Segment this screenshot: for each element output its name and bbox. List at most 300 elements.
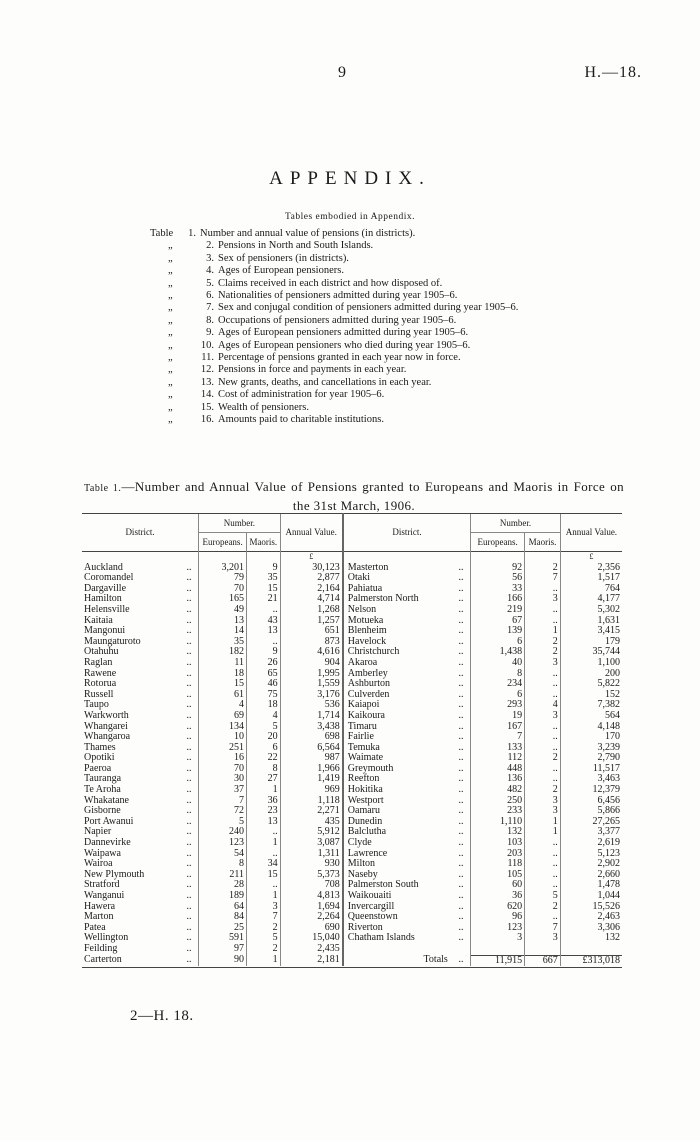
leader-dots: .. [458, 572, 464, 584]
annual-value: 30,123 [280, 563, 343, 574]
europeans-count: 97 [199, 944, 247, 955]
maoris-count: .. [525, 690, 561, 701]
district-name: Christchurch [347, 646, 400, 658]
toc-item [150, 389, 518, 401]
europeans-count: 165 [199, 594, 247, 605]
leader-dots: .. [458, 762, 464, 774]
district-name: New Plymouth [84, 868, 145, 880]
district-name: Timaru [347, 720, 377, 732]
table-1-caption [84, 478, 624, 514]
leader-dots: .. [186, 815, 192, 827]
district-name: Palmerston North [347, 593, 419, 605]
europeans-count: 5 [199, 817, 247, 828]
annual-value: 930 [280, 859, 343, 870]
leader-dots: .. [458, 847, 464, 859]
annual-value: 1,268 [280, 605, 343, 616]
annual-value: 435 [280, 817, 343, 828]
maoris-count: .. [525, 912, 561, 923]
totals-annual-value: £313,018 [560, 955, 622, 966]
maoris-count: .. [247, 880, 281, 891]
table-1-caption-text: —Number and Annual Value of Pensions granted to Europeans and Maoris in Force on the 31st March, 1906. [121, 479, 624, 513]
toc-item-number: 14. [200, 389, 214, 401]
annual-value: 1,714 [280, 711, 343, 722]
district-name: Pahiatua [347, 582, 383, 594]
table-bottom-rule [82, 967, 622, 968]
district-name: Dargaville [84, 582, 127, 594]
leader-dots: .. [458, 794, 464, 806]
maoris-count: 35 [247, 573, 281, 584]
europeans-count: 182 [199, 647, 247, 658]
annual-value: 698 [280, 732, 343, 743]
totals-label: Totals [423, 954, 448, 966]
maoris-count: 46 [247, 679, 281, 690]
maoris-count: 3 [525, 594, 561, 605]
toc-item-text: Ages of European pensioners. [218, 265, 344, 277]
leader-dots: .. [458, 890, 464, 901]
leader-dots: .. [458, 646, 464, 658]
leader-dots: .. [458, 614, 464, 626]
district-name: Opotiki [84, 752, 115, 764]
leader-dots: .. [186, 731, 192, 743]
leader-dots: .. [458, 837, 464, 849]
maoris-count: 21 [247, 594, 281, 605]
toc-item-number: 2. [206, 240, 214, 252]
district-name: Thames [84, 741, 116, 753]
district-name: Rawene [84, 667, 117, 679]
toc-item [150, 414, 518, 426]
maoris-count: .. [525, 838, 561, 849]
leader-dots: .. [458, 582, 464, 594]
annual-value: 132 [560, 933, 622, 944]
europeans-count: 90 [199, 955, 247, 966]
district-name: Wellington [84, 932, 129, 944]
toc-ditto-mark: „ [168, 327, 173, 339]
europeans-count: 35 [199, 637, 247, 648]
district-name: Te Aroha [84, 784, 121, 796]
toc-ditto-mark: „ [168, 277, 173, 289]
europeans-count: 11 [199, 658, 247, 669]
blank-cell [247, 552, 281, 563]
annual-value: 1,517 [560, 573, 622, 584]
appendix-title: APPENDIX. [269, 168, 431, 189]
leader-dots: .. [458, 954, 464, 966]
leader-dots: .. [186, 847, 192, 859]
europeans-count: 620 [471, 902, 525, 913]
europeans-count: 211 [199, 870, 247, 881]
blank-cell [180, 552, 199, 563]
district-name: Whangarei [84, 720, 128, 732]
leader-dots: .. [458, 731, 464, 743]
pensions-table [82, 513, 622, 966]
header-number-right: Number. [471, 514, 561, 533]
toc-item [150, 253, 518, 265]
maoris-count: 15 [247, 870, 281, 881]
table-row [82, 944, 622, 955]
maoris-count: .. [525, 774, 561, 785]
maoris-count: 22 [247, 753, 281, 764]
annual-value: 2,181 [280, 955, 343, 966]
leader-dots: .. [186, 593, 192, 605]
maoris-count: 1 [525, 827, 561, 838]
europeans-count: 118 [471, 859, 525, 870]
europeans-count: 92 [471, 563, 525, 574]
district-name: Invercargill [347, 900, 395, 912]
maoris-count: .. [525, 859, 561, 870]
europeans-count: 37 [199, 785, 247, 796]
district-name: Chatham Islands [347, 932, 415, 944]
district-name: Temuka [347, 741, 380, 753]
europeans-count: 136 [471, 774, 525, 785]
toc-item-number: 3. [206, 252, 214, 264]
leader-dots: .. [186, 784, 192, 796]
header-district-left: District. [82, 514, 199, 552]
leader-dots: .. [186, 582, 192, 594]
europeans-count: 36 [471, 891, 525, 902]
leader-dots: .. [186, 837, 192, 849]
toc-item-number: 6. [206, 290, 214, 302]
district-name: Waikouaiti [347, 890, 392, 901]
leader-dots: .. [186, 762, 192, 774]
europeans-count: 79 [199, 573, 247, 584]
page-number: 9 [338, 64, 346, 81]
header-europeans-left: Europeans. [199, 533, 247, 552]
district-name: Hamilton [84, 593, 122, 605]
europeans-count: 482 [471, 785, 525, 796]
district-name: Waipawa [84, 847, 121, 859]
district-name: Marton [84, 911, 114, 923]
europeans-count: 103 [471, 838, 525, 849]
europeans-count: 70 [199, 584, 247, 595]
toc-ditto-mark: „ [168, 240, 173, 252]
europeans-count: 28 [199, 880, 247, 891]
leader-dots: .. [186, 561, 192, 573]
annual-value: 3,087 [280, 838, 343, 849]
toc-ditto-mark: „ [168, 376, 173, 388]
leader-dots: .. [458, 561, 464, 573]
europeans-count: 67 [471, 616, 525, 627]
leader-dots: .. [186, 943, 192, 955]
maoris-count: 2 [525, 637, 561, 648]
district-name: Nelson [347, 603, 377, 615]
header-annual-value-right: Annual Value. [560, 514, 622, 552]
maoris-count: 36 [247, 796, 281, 807]
leader-dots: .. [186, 890, 192, 901]
leader-dots: .. [186, 868, 192, 880]
toc-item-number: 15. [200, 401, 214, 413]
district-name: Waimate [347, 752, 384, 764]
toc-item-number: 9. [206, 327, 214, 339]
leader-dots: .. [186, 921, 192, 933]
district-name: Hawera [84, 900, 116, 912]
europeans-count: 293 [471, 700, 525, 711]
leader-dots: .. [458, 699, 464, 711]
europeans-count: 8 [471, 669, 525, 680]
leader-dots: .. [458, 593, 464, 605]
leader-dots: .. [186, 773, 192, 785]
maoris-count: 13 [247, 626, 281, 637]
maoris-count: 1 [525, 626, 561, 637]
annual-value: 764 [560, 584, 622, 595]
district-name: Naseby [347, 868, 378, 880]
toc-item [150, 315, 518, 327]
leader-dots: .. [458, 720, 464, 732]
maoris-count: 1 [247, 955, 281, 966]
europeans-count: 33 [471, 584, 525, 595]
district-name: Tauranga [84, 773, 122, 785]
maoris-count: 43 [247, 616, 281, 627]
europeans-count: 56 [471, 573, 525, 584]
leader-dots: .. [186, 699, 192, 711]
annual-value: 4,616 [280, 647, 343, 658]
europeans-count: 13 [199, 616, 247, 627]
maoris-count: .. [525, 880, 561, 891]
europeans-count: 167 [471, 722, 525, 733]
europeans-count: 16 [199, 753, 247, 764]
district-name: Palmerston South [347, 879, 419, 891]
district-name: Kaikoura [347, 709, 385, 721]
europeans-count: 448 [471, 764, 525, 775]
maoris-count: .. [525, 679, 561, 690]
annual-value: 1,995 [280, 669, 343, 680]
toc-item-text: Pensions in force and payments in each year. [218, 364, 407, 376]
leader-dots: .. [186, 794, 192, 806]
annual-value: 5,302 [560, 605, 622, 616]
annual-value: 11,517 [560, 764, 622, 775]
table-1-caption-lead: Table 1. [84, 483, 122, 494]
maoris-count: 9 [247, 563, 281, 574]
leader-dots: .. [458, 805, 464, 817]
europeans-count: 203 [471, 849, 525, 860]
europeans-count: 54 [199, 849, 247, 860]
maoris-count: .. [525, 584, 561, 595]
europeans-count: 18 [199, 669, 247, 680]
toc-item-text: Wealth of pensioners. [218, 401, 310, 413]
toc-item-number: 13. [200, 376, 214, 388]
maoris-count: 7 [525, 573, 561, 584]
leader-dots: .. [458, 625, 464, 637]
europeans-count: 139 [471, 626, 525, 637]
leader-dots: .. [186, 678, 192, 690]
leader-dots: .. [186, 954, 192, 966]
table-row [82, 933, 622, 944]
annual-value: 2,164 [280, 584, 343, 595]
toc-item-text: Claims received in each district and how disposed of. [218, 277, 443, 289]
europeans-count: 251 [199, 743, 247, 754]
annual-value: 1,257 [280, 616, 343, 627]
toc-item [150, 265, 518, 277]
europeans-count: 64 [199, 902, 247, 913]
district-name: Helensville [84, 603, 130, 615]
district-name: Dannevirke [84, 837, 131, 849]
leader-dots: .. [458, 678, 464, 690]
leader-dots: .. [458, 879, 464, 891]
annual-value: 5,912 [280, 827, 343, 838]
annual-value: 2,264 [280, 912, 343, 923]
leader-dots: .. [186, 625, 192, 637]
annual-value: 1,311 [280, 849, 343, 860]
district-name: Taupo [84, 699, 109, 711]
europeans-count: 219 [471, 605, 525, 616]
district-name: Milton [347, 858, 376, 870]
leader-dots: .. [458, 815, 464, 827]
annual-value: 2,902 [560, 859, 622, 870]
toc-item-number: 1. [188, 228, 196, 239]
blank-cell [525, 552, 561, 563]
table-row [82, 955, 622, 966]
annual-value: 4,177 [560, 594, 622, 605]
maoris-count: 13 [247, 817, 281, 828]
district-name: Blenheim [347, 625, 387, 637]
europeans-count: 15 [199, 679, 247, 690]
maoris-count: 15 [247, 584, 281, 595]
district-name: Clyde [347, 837, 372, 849]
district-name: Warkworth [84, 709, 129, 721]
europeans-count: 3 [471, 933, 525, 944]
toc-item-text: Ages of European pensioners admitted during year 1905–6. [218, 327, 469, 339]
toc-item-number: 12. [200, 364, 214, 376]
annual-value: 690 [280, 923, 343, 934]
leader-dots: .. [186, 688, 192, 700]
maoris-count: 2 [525, 785, 561, 796]
leader-dots: .. [458, 911, 464, 923]
leader-dots: .. [186, 805, 192, 817]
maoris-count: 9 [247, 647, 281, 658]
maoris-count: .. [247, 849, 281, 860]
district-name: Hokitika [347, 784, 383, 796]
leader-dots: .. [186, 572, 192, 584]
europeans-count: 250 [471, 796, 525, 807]
maoris-count: 2 [247, 944, 281, 955]
maoris-count: .. [247, 827, 281, 838]
leader-dots: .. [186, 858, 192, 870]
toc-item-text: Number and annual value of pensions (in districts). [200, 228, 416, 239]
district-name: Westport [347, 794, 384, 806]
leader-dots: .. [458, 635, 464, 647]
toc-item-text: Pensions in North and South Islands. [218, 240, 374, 252]
toc-item [150, 352, 518, 364]
annual-value: 6,564 [280, 743, 343, 754]
maoris-count: 2 [525, 647, 561, 658]
header-district-right: District. [343, 514, 471, 552]
leader-dots: .. [186, 635, 192, 647]
leader-dots: .. [186, 879, 192, 891]
annual-value: 3,306 [560, 923, 622, 934]
toc-item [150, 278, 518, 290]
annual-value: 179 [560, 637, 622, 648]
maoris-count: .. [525, 605, 561, 616]
leader-dots: .. [458, 921, 464, 933]
district-name: Napier [84, 826, 112, 838]
leader-dots: .. [186, 614, 192, 626]
district-name: Patea [84, 921, 106, 933]
europeans-count: 10 [199, 732, 247, 743]
annual-value: 987 [280, 753, 343, 764]
europeans-count: 61 [199, 690, 247, 701]
maoris-count: .. [247, 605, 281, 616]
toc-item [150, 290, 518, 302]
europeans-count: 70 [199, 764, 247, 775]
toc-item [150, 340, 518, 352]
maoris-count: 6 [247, 743, 281, 754]
maoris-count: .. [525, 870, 561, 881]
blank-cell [471, 944, 525, 955]
europeans-count: 14 [199, 626, 247, 637]
annual-value: 2,435 [280, 944, 343, 955]
district-name: Havelock [347, 635, 387, 647]
pound-sign-left: £ [280, 552, 343, 563]
maoris-count: 3 [525, 796, 561, 807]
maoris-count: 3 [525, 658, 561, 669]
maoris-count: 5 [247, 722, 281, 733]
europeans-count: 40 [471, 658, 525, 669]
europeans-count: 112 [471, 753, 525, 764]
maoris-count: 7 [247, 912, 281, 923]
leader-dots: .. [458, 741, 464, 753]
annual-value: 3,438 [280, 722, 343, 733]
maoris-count: 18 [247, 700, 281, 711]
maoris-count: 4 [247, 711, 281, 722]
europeans-count: 49 [199, 605, 247, 616]
annual-value: 15,526 [560, 902, 622, 913]
district-name: Gisborne [84, 805, 121, 817]
europeans-count: 3,201 [199, 563, 247, 574]
toc-item [150, 327, 518, 339]
district-name: Otahuhu [84, 646, 119, 658]
maoris-count: 27 [247, 774, 281, 785]
toc-item-text: Nationalities of pensioners admitted during year 1905–6. [218, 290, 458, 302]
annual-value: 27,265 [560, 817, 622, 828]
toc-item-text: Sex and conjugal condition of pensioners admitted during year 1905–6. [218, 302, 519, 314]
maoris-count: 1 [247, 891, 281, 902]
toc-item-text: New grants, deaths, and cancellations in each year. [218, 376, 432, 388]
maoris-count: 8 [247, 764, 281, 775]
blank-cell [525, 944, 561, 955]
annual-value: 35,744 [560, 647, 622, 658]
leader-dots: .. [186, 752, 192, 764]
maoris-count: .. [525, 616, 561, 627]
table-row [82, 658, 622, 669]
maoris-count: 2 [525, 563, 561, 574]
maoris-count: 26 [247, 658, 281, 669]
annual-value: 7,382 [560, 700, 622, 711]
leader-dots: .. [186, 932, 192, 944]
europeans-count: 25 [199, 923, 247, 934]
annual-value: 5,866 [560, 806, 622, 817]
district-name: Wanganui [84, 890, 125, 901]
maoris-count: 3 [525, 711, 561, 722]
toc-item [150, 377, 518, 389]
annual-value: 1,419 [280, 774, 343, 785]
annual-value: 969 [280, 785, 343, 796]
annual-value: 1,631 [560, 616, 622, 627]
maoris-count: 1 [525, 817, 561, 828]
district-name: Kaitaia [84, 614, 113, 626]
district-name: Port Awanui [84, 815, 134, 827]
leader-dots: .. [458, 826, 464, 838]
toc-ditto-mark: „ [168, 414, 173, 426]
annual-value: 5,373 [280, 870, 343, 881]
europeans-count: 166 [471, 594, 525, 605]
maoris-count: 20 [247, 732, 281, 743]
district-name: Amberley [347, 667, 388, 679]
totals-maoris: 667 [525, 955, 561, 966]
leader-dots: .. [458, 773, 464, 785]
europeans-count: 1,438 [471, 647, 525, 658]
district-name: Stratford [84, 879, 120, 891]
leader-dots: .. [458, 784, 464, 796]
district-name: Reefton [347, 773, 380, 785]
toc-item-number: 10. [200, 339, 214, 351]
